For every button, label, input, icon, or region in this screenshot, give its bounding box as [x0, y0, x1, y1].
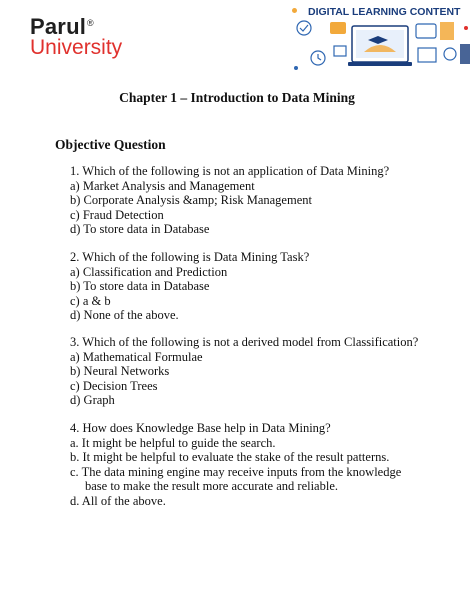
registered-mark: ® [87, 17, 94, 28]
banner-title: DIGITAL LEARNING CONTENT [308, 6, 461, 18]
question-text: 2. Which of the following is Data Mining Task? [70, 250, 310, 264]
option-d: d) To store data in Database [70, 222, 210, 236]
question-text: 3. Which of the following is not a derived model from Classification? [70, 335, 419, 349]
question-1 [70, 164, 450, 237]
parul-university-logo [30, 14, 122, 60]
option-c: c) Decision Trees [70, 378, 158, 393]
option-b: b. It might be helpful to evaluate the stake of the result patterns. [70, 450, 390, 464]
option-c-continued: base to make the result more accurate and reliable. [85, 479, 339, 493]
question-4 [70, 421, 450, 508]
question-2 [70, 250, 450, 323]
question-text: 1. Which of the following is not an application of Data Mining? [70, 164, 390, 178]
option-c: c) Fraud Detection [70, 207, 164, 222]
digital-learning-banner [290, 0, 474, 80]
question-text: 4. How does Knowledge Base help in Data Mining? [70, 421, 331, 435]
logo-subtitle: University [30, 36, 123, 59]
option-a: a) Market Analysis and Management [70, 178, 255, 193]
option-d: d) None of the above. [70, 308, 179, 322]
option-a: a) Classification and Prediction [70, 264, 228, 279]
option-d: d) Graph [70, 393, 115, 407]
option-d: d. All of the above. [70, 493, 166, 508]
option-c: c. The data mining engine may receive inputs from the knowledge [70, 464, 402, 479]
chapter-title: Chapter 1 – Introduction to Data Mining [119, 90, 355, 105]
section-title: Objective Question [55, 137, 166, 152]
option-b: b) Neural Networks [70, 364, 170, 378]
e-learning-illustration-icon [290, 18, 474, 80]
option-c: c) a & b [70, 293, 111, 308]
option-a: a. It might be helpful to guide the search. [70, 435, 276, 450]
option-b: b) Corporate Analysis &amp; Risk Management [70, 193, 312, 207]
option-b: b) To store data in Database [70, 279, 210, 293]
question-3 [70, 335, 450, 408]
option-a: a) Mathematical Formulae [70, 349, 203, 364]
logo-name: Parul [30, 14, 87, 39]
banner-dot [292, 8, 297, 13]
